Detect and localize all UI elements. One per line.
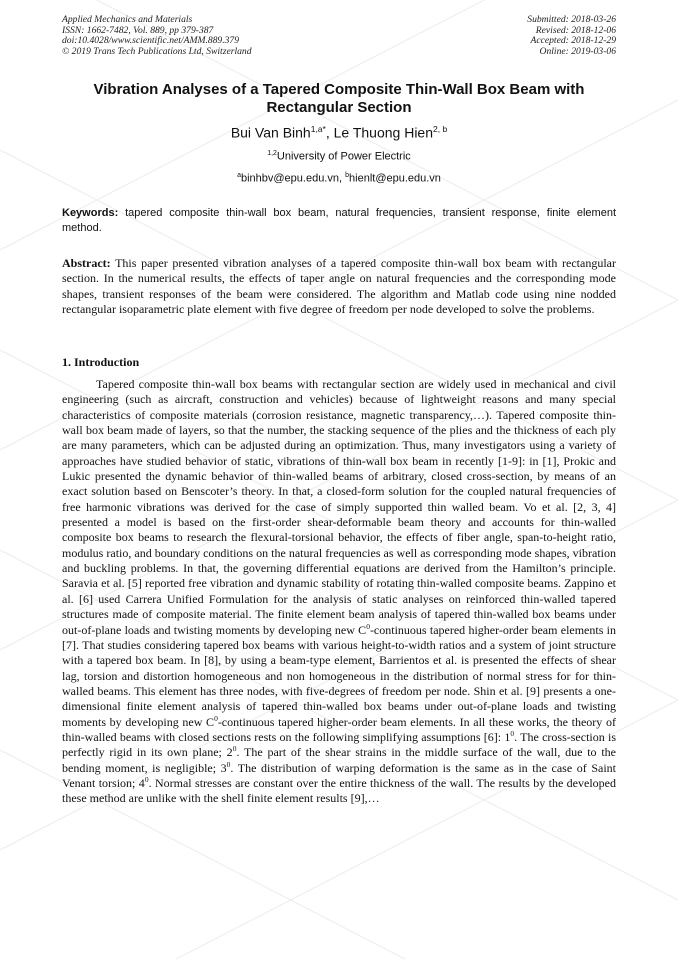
email-a-mark: a: [237, 172, 241, 179]
author-2: Le Thuong Hien: [333, 124, 433, 141]
author-1-affiliation-mark: 1,a*: [310, 124, 326, 134]
date-submitted: Submitted: 2018-03-26: [527, 14, 616, 25]
email-b-mark: b: [345, 172, 350, 179]
author-2-affiliation-mark: 2, b: [433, 124, 448, 134]
intro-sup-4: 0: [232, 744, 237, 754]
journal-issn: ISSN: 1662-7482, Vol. 889, pp 379-387: [62, 24, 214, 36]
paper-title: Vibration Analyses of a Tapered Composite Thin-Wall Box Beam with Rectangular Section: [93, 81, 585, 116]
journal-copyright: © 2019 Trans Tech Publications Ltd, Switzerland: [62, 45, 252, 57]
date-online: Online: 2019-03-06: [539, 45, 616, 57]
intro-sup-2: 0: [214, 713, 218, 723]
intro-text-3: -continuous tapered higher-order beam elements. In all these works, the theory of thin-walled beams with closed sections rests on the following simplifying assumptions [6]: 1: [62, 714, 616, 744]
intro-sup-1: 0: [366, 621, 370, 631]
affiliation: [62, 150, 616, 163]
intro-text-1: Tapered composite thin-wall box beams with rectangular section are widely used in mechanical and civil engineering (such as aircraft, construction and vehicles) because of lightweight reasons and many special characteristics of composite materials (corrosion resistance, magnetic transparency,…). Tapered composite thin-wall box beam made of layers, so that the number, the stacking sequence of the plies and the thickness of each ply are many parameters, which can be adjusted during an optimization. Thus, many investigators using a variety of approaches have studied behavior of static, vibrations of thin-wall box beam in recently [1-9]: in [1], Prokic and Lukic presented the dynamic behavior of thin-walled beams of arbitrary, closed cross-section, by means of an exact solution based on Benscoter’s theory. In that, a closed-form solution for the coupled natural frequencies of free harmonic vibrations was derived for the case of simply supported thin walled beam. Vo et al. [2, 3, 4] presented a model is based on the first-order shear-deformable beam theory and accounts for thin-walled composite box beams to research the flexural-torsional behavior, the effects of fiber angle, span-to-height ratio, modulus ratio, and boundary conditions on the natural frequencies as well as corresponding mode shapes, vibration and buckling problems. In that, the governing differential equations are derived from the Hamilton’s principle. Saravia et al. [5] reported free vibration and dynamic stability of rotating thin-walled composite beams. Zappino et al. [6] used Carrera Unified Formulation for the analysis of static analyses on reinforced thin-walled tapered structures made of composite material. The finite element beam analysis of tapered thin-walled box beams under out-of-plane loads and twisting moments by developing new C: [62, 377, 616, 637]
abstract: [62, 256, 616, 318]
email-a[interactable]: binhbv@epu.edu.vn,: [240, 172, 346, 185]
introduction-paragraph: [62, 377, 616, 807]
abstract-text: This paper presented vibration analyses of a tapered composite thin-wall box beam with rectangular section. In the numerical results, the effects of taper angle on natural frequencies and the corresponding mode shapes, transient responses of the beam were considered. The algorithm and Matlab code using nine nodded rectangular isoparametric plate element with five degree of freedom per node developed to solve the problems.: [62, 256, 616, 317]
email-b[interactable]: hienlt@epu.edu.vn: [349, 172, 441, 185]
keywords-text: tapered composite thin-wall box beam, natural frequencies, transient response, finite element method.: [62, 207, 616, 234]
affiliation-name: University of Power Electric: [276, 150, 411, 163]
date-revised: Revised: 2018-12-06: [535, 24, 616, 36]
abstract-label: Abstract:: [62, 256, 111, 270]
intro-text-6: . The distribution of warping deformation is the same as in the case of Saint Venant torsion; 4: [62, 760, 616, 790]
journal-doi: doi:10.4028/www.scientific.net/AMM.889.379: [62, 35, 240, 46]
author-separator: ,: [325, 124, 334, 141]
intro-text-4: . The cross-section is perfectly rigid in its own plane; 2: [62, 729, 617, 760]
author-line: [62, 124, 616, 141]
intro-text-2: -continuous tapered higher-order beam elements in [7]. That studies considering tapered box beams with various height-to-width ratios and a system of joint structure with a tapered box beam. In [8], by using a beam-type element, Barrientos et al. is presented the effects of shear lag, torsion and distortion homogeneous and non homogeneous in the distribution of normal stress for for thin-walled beams. This element has three nodes, with five-degrees of freedom per node. Shin et al. [9] presents a one-dimensional finite element analysis of tapered thin-walled box beams under out-of-plane loads and twisting moments by developing new C: [62, 622, 617, 729]
journal-name: Applied Mechanics and Materials: [62, 14, 193, 25]
keywords-label: Keywords:: [62, 207, 119, 219]
publication-dates: [527, 15, 616, 57]
intro-sup-5: 0: [226, 759, 231, 769]
intro-text-7: . Normal stresses are constant over the entire thickness of the wall. The results by the developed these method are unlike with the shell finite element results [9],…: [62, 775, 616, 806]
section-heading-introduction: 1. Introduction: [62, 355, 140, 369]
journal-info: [62, 15, 252, 57]
date-accepted: Accepted: 2018-12-29: [530, 35, 616, 46]
intro-text-5: . The part of the shear strains in the middle surface of the wall, due to the bending moment, is negligible; 3: [62, 745, 617, 775]
keywords: [62, 206, 616, 236]
author-1: Bui Van Binh: [230, 124, 311, 141]
intro-sup-6: 0: [144, 774, 149, 784]
affiliation-mark: 1,2: [267, 150, 277, 157]
author-emails: [62, 172, 616, 185]
intro-sup-3: 0: [510, 728, 515, 738]
